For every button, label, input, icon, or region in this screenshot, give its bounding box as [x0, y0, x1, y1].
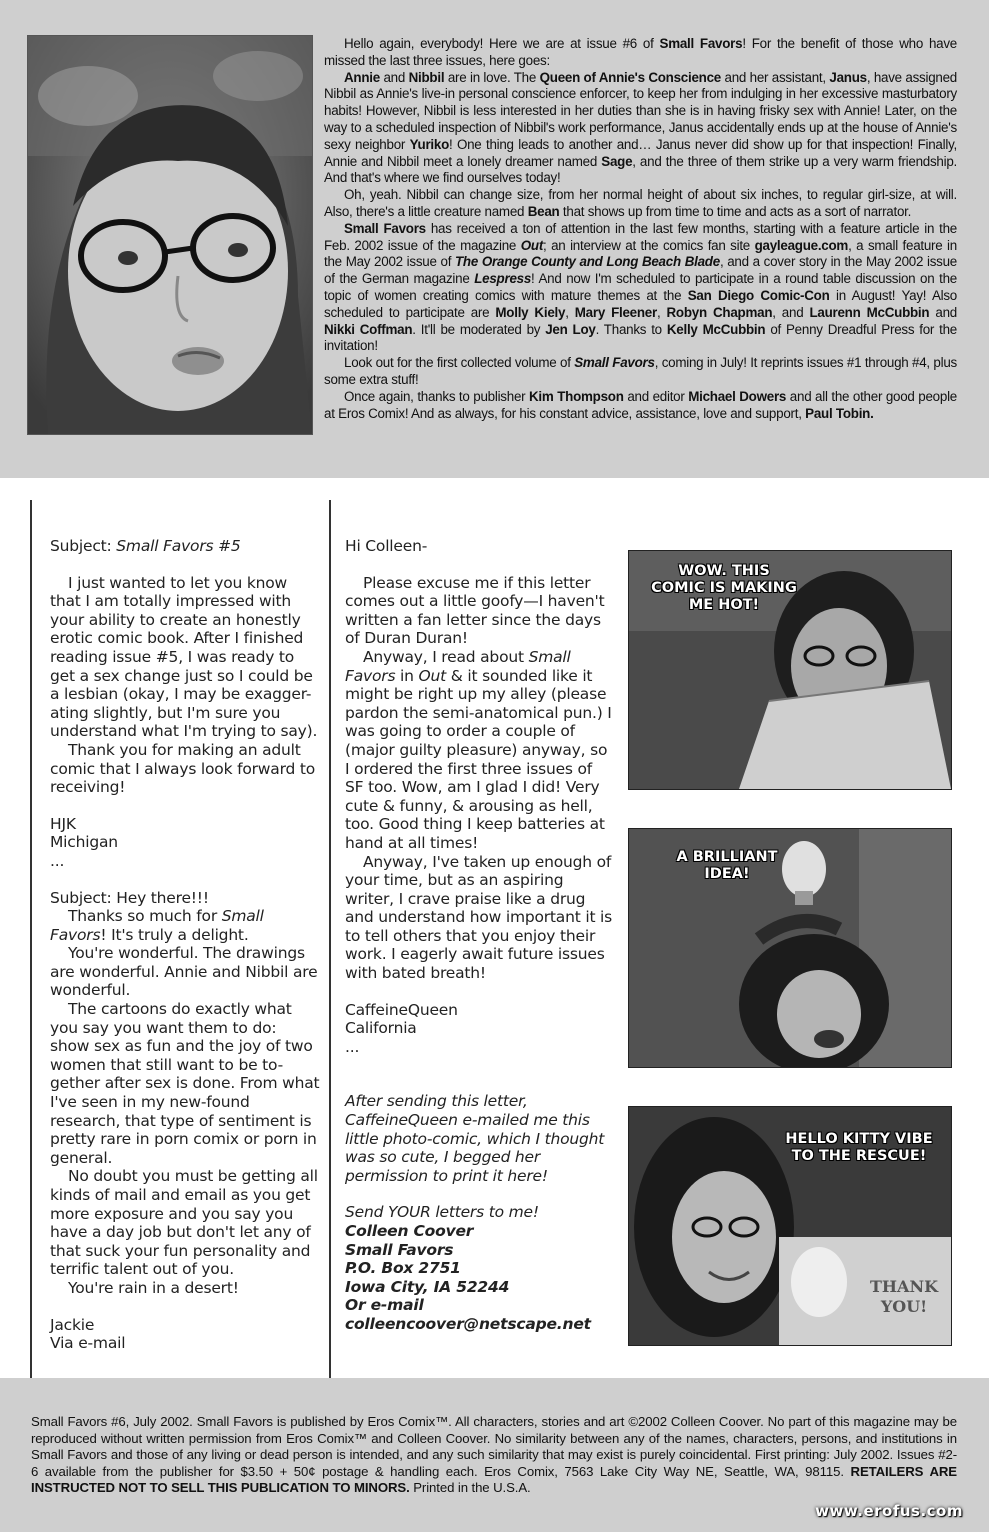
letter2-paragraph: You're wonderful. The drawings are wonderful. Annie and Nibbil are wonderful. [50, 944, 318, 1000]
author-photo [27, 35, 313, 435]
letter3-paragraph: Please excuse me if this letter comes out a little goofy—I haven't written a fan letter since the days of Duran Duran! [345, 573, 605, 648]
photo-comic-panel-2 [628, 828, 952, 1068]
address-publication: Small Favors [345, 1240, 454, 1259]
intro-paragraph: Annie and Nibbil are in love. The Queen of Annie's Conscience and her assistant, Janus, have assigned Nibbil as Annie's live-in personal conscience enforcer, to keep her from indulging in her excessive masturbatory habits! However, Nibbil is less interested in her duties than she is in having frisky sex with Annie! Later, on the way to a scheduled inspection of Nibbil's work performance, Janus accidentally ends up at the house of Annie's sexy neighbor Yuriko! One thing leads to another and… Janus never did show up for that inspection! Finally, Annie and Nibbil meet a lonely dreamer named Sage, and the three of them strike up a very warm friendship. And that's where we find ourselves today! [324, 69, 958, 186]
letter2-subject: Subject: Hey there!!! [50, 888, 209, 907]
panel-3-sign: THANK YOU! [870, 1277, 938, 1316]
letter1-paragraph: Thank you for making an adult comic that I always look forward to receiving! [50, 740, 316, 797]
letter1-signature-name: HJK [50, 814, 76, 833]
letter1-signature-place: Michigan [50, 833, 118, 852]
intro-text [324, 36, 957, 422]
panel-1-caption: WOW. THIS COMIC IS MAKING ME HOT! [651, 563, 797, 613]
letter-separator: ... [345, 1037, 360, 1056]
letter2-paragraph: No doubt you must be getting all kinds of mail and email as you get more exposure and you say you have a day job but don't let any of that suck your fun personality and terrific talent out of you. [50, 1167, 318, 1279]
letter3-signature-name: CaffeineQueen [345, 1000, 458, 1019]
letter2-paragraph: Thanks so much for Small Favors! It's truly a delight. [50, 907, 264, 944]
letter2-signature-place: Via e-mail [50, 1334, 126, 1353]
intro-paragraph: Look out for the first collected volume of Small Favors, coming in July! It reprints issues #1 through #4, plus some extra stuff! [324, 355, 957, 387]
photo-comic-panel-1 [628, 550, 952, 790]
panel-3-caption: HELLO KITTY VIBE TO THE RESCUE! [785, 1131, 933, 1164]
address-email: colleencoover@netscape.net [345, 1314, 591, 1333]
intro-paragraph: Once again, thanks to publisher Kim Thompson and editor Michael Dowers and all the other good people at Eros Comix! And as always, for his constant advice, assistance, love and support, Paul Tobin. [324, 388, 957, 421]
letter3-paragraph: Anyway, I've taken up enough of your time, but as an aspiring writer, I crave praise like a drug and understand how important it is to tell others that you enjoy their work. I eagerly await future issues with bated breath! [345, 852, 613, 983]
column-rule-middle [329, 500, 331, 1378]
letter3-greeting: Hi Colleen- [345, 537, 428, 555]
letter2-signature-name: Jackie [50, 1315, 95, 1334]
panel-2-caption: A BRILLIANT IDEA! [676, 849, 778, 882]
letters-middle-column [345, 537, 615, 1334]
address-po-box: P.O. Box 2751 [345, 1259, 461, 1278]
address-or-email: Or e-mail [345, 1296, 424, 1315]
letter3-signature-place: California [345, 1019, 417, 1038]
intro-paragraph: Oh, yeah. Nibbil can change size, from her normal height of about six inches, to regular girl-size, at will. Also, there's a little creature named Bean that shows up from time to time and acts as a sort of narrator. [324, 187, 957, 219]
letter3-paragraph: Anyway, I read about Small Favors in Out & it sounded like it might be right up my alley (please pardon the semi-anatomical pun.) I was going to order a couple of (major guilty pleasure) anyway, so I ordered the first three issues of SF too. Wow, am I glad I did! Very cute & funny, & arousing as hell, too. Good thing I keep batteries at hand at all times! [345, 647, 612, 852]
intro-paragraph: Hello again, everybody! Here we are at issue #6 of Small Favors! For the benefit of those who have missed the last three issues, here goes: [324, 36, 957, 68]
editor-note: After sending this letter, CaffeineQueen e-mailed me this little photo-comic, which I thought was so cute, I begged her permission to print it here! [345, 1092, 605, 1185]
letter2-paragraph: The cartoons do exactly what you say you want them to do: show sex as fun and the joy of two women that still want to be to-gether after sex is done. From what I've seen in my new-found research, that type of sentiment is pretty rare in porn comix or porn in general. [50, 1000, 320, 1167]
letter1-paragraph: I just wanted to let you know that I am totally impressed with your ability to create an honestly erotic comic book. After I finished reading issue #5, I was ready to get a sex change just so I could be a lesbian (okay, I may be exagger-ating slightly, but I'm sure you understand what I'm trying to say). [50, 573, 318, 741]
address-name: Colleen Coover [345, 1222, 474, 1240]
letter1-subject: Subject: Small Favors #5 [50, 537, 241, 555]
watermark: www.erofus.com [815, 1502, 963, 1520]
letters-left-column [50, 537, 320, 1353]
photo-comic-panel-3 [628, 1106, 952, 1346]
letter2-paragraph: You're rain in a desert! [68, 1278, 239, 1297]
address-city: Iowa City, IA 52244 [345, 1277, 510, 1296]
letter-separator: ... [50, 851, 65, 870]
intro-paragraph: Small Favors has received a ton of attention in the last few months, starting with a feature article in the Feb. 2002 issue of the magazine Out; an interview at the comics fan site gayleague.com, a small feature in the May 2002 issue of The Orange County and Long Beach Blade, and a cover story in the May 2002 issue of the German magazine Lespress! And now I'm scheduled to participate in a round table discussion on the topic of women creating comics with mature themes at the San Diego Comic-Con in August! Yay! Also scheduled to participate are Molly Kiely, Mary Fleener, Robyn Chapman, and Laurenn McCubbin and Nikki Coffman. It'll be moderated by Jen Loy. Thanks to Kelly McCubbin of Penny Dreadful Press for the invitation! [324, 220, 958, 354]
column-rule-left [30, 500, 32, 1378]
address-intro: Send YOUR letters to me! [345, 1203, 539, 1222]
footer-legal-text: Small Favors #6, July 2002. Small Favors is published by Eros Comix™. All characters, stories and art ©2002 Colleen Coover. No part of this magazine may be reproduced without written permission from Eros Comix™ and Colleen Coover. No similarity between any of the names, characters, persons, and institutions in Small Favors and those of any living or dead person is intended, and any such similarity that may exist is purely coincidental. First printing: July 2002. Issues #2-6 available from the publisher for $3.50 + 50¢ postage & handling each. Eros Comix, 7563 Lake City Way NE, Seattle, WA, 98115. RETAILERS ARE INSTRUCTED NOT TO SELL THIS PUBLICATION TO MINORS. Printed in the U.S.A. [31, 1414, 957, 1496]
